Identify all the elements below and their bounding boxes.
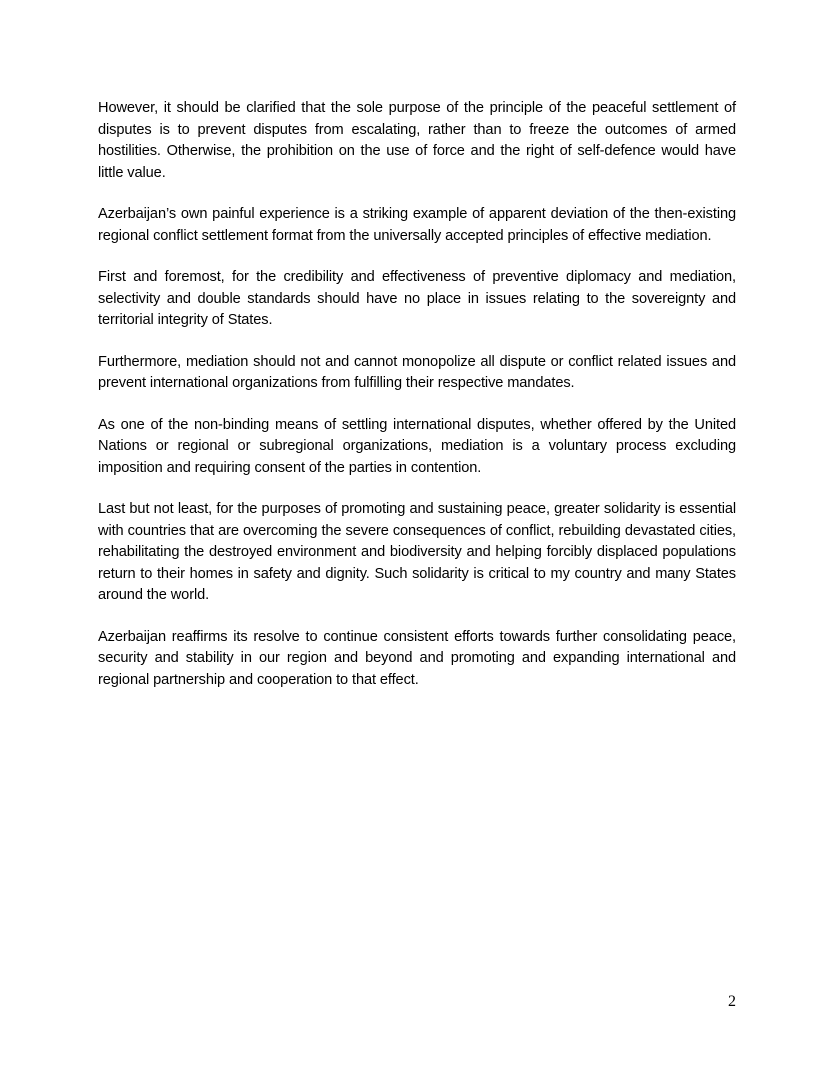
document-body	[98, 98, 736, 711]
paragraph-reaffirmation: Azerbaijan reaffirms its resolve to continue consistent efforts towards further consolidating peace, security and stability in our region and beyond and promoting and expanding international and regional partnership and cooperation to that effect.	[98, 628, 736, 688]
paragraph-azerbaijan-experience: Azerbaijan’s own painful experience is a striking example of apparent deviation of the then-existing regional conflict settlement format from the universally accepted principles of effective mediation.	[98, 206, 736, 244]
paragraph-non-binding-means: As one of the non-binding means of settling international disputes, whether offered by the United Nations or regional or subregional organizations, mediation is a voluntary process excluding imposition and requiring consent of the parties in contention.	[98, 416, 736, 476]
paragraph-solidarity: Last but not least, for the purposes of promoting and sustaining peace, greater solidarity is essential with countries that are overcoming the severe consequences of conflict, rebuilding devastated cities, rehabilitating the destroyed environment and biodiversity and helping forcibly displaced populations return to their homes in safety and dignity. Such solidarity is critical to my country and many States around the world.	[98, 501, 736, 603]
paragraph-credibility: First and foremost, for the credibility and effectiveness of preventive diplomacy and mediation, selectivity and double standards should have no place in issues relating to the sovereignty and territorial integrity of States.	[98, 269, 736, 328]
page-number: 2	[728, 993, 736, 1010]
paragraph-mediation-mandates: Furthermore, mediation should not and cannot monopolize all dispute or conflict related issues and prevent international organizations from fulfilling their respective mandates.	[98, 353, 736, 391]
paragraph-peaceful-settlement: However, it should be clarified that the sole purpose of the principle of the peaceful settlement of disputes is to prevent disputes from escalating, rather than to freeze the outcomes of armed hostilities. Otherwise, the prohibition on the use of force and the right of self-defence would have little value.	[98, 100, 736, 181]
